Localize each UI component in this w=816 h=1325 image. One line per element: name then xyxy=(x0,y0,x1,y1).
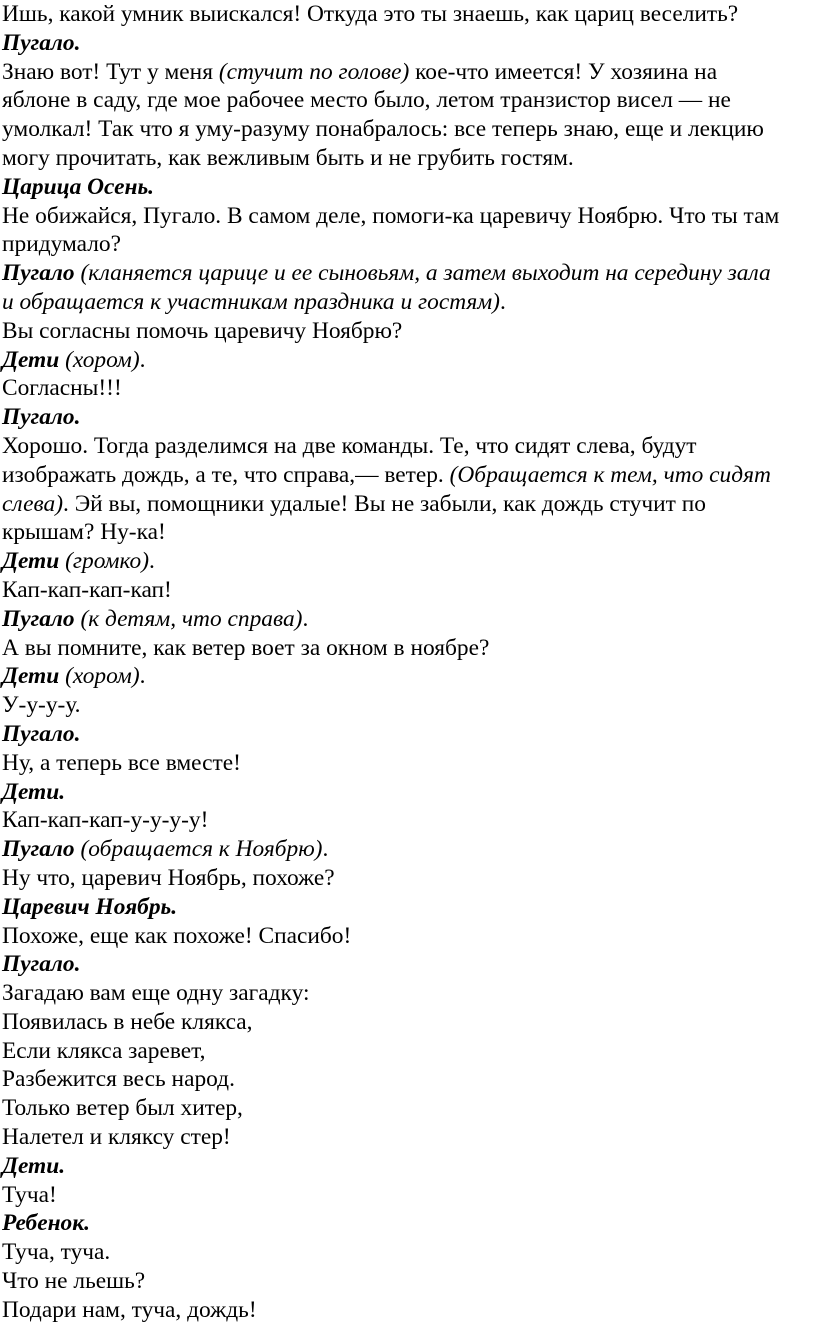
stage-direction: (громко) xyxy=(59,548,149,575)
text-line xyxy=(2,691,816,720)
dialogue-text: Налетел и кляксу стер! xyxy=(2,1124,231,1151)
text-line xyxy=(2,374,816,403)
text-line xyxy=(2,1037,816,1066)
speaker-name: Ребенок. xyxy=(2,1210,90,1237)
dialogue-text: Вы согласны помочь царевичу Ноябрю? xyxy=(2,317,403,344)
text-line xyxy=(2,576,816,605)
speaker-name: Царица Осень. xyxy=(2,173,155,200)
dialogue-text: А вы помните, как ветер воет за окном в ноябре? xyxy=(2,634,490,661)
text-line xyxy=(2,749,816,778)
speaker-name: Пугало xyxy=(2,605,75,632)
speaker-name: Дети xyxy=(2,663,60,690)
text-line xyxy=(2,950,816,979)
text-line xyxy=(2,1296,816,1325)
dialogue-text: кое-что имеется! У хозяина на xyxy=(409,58,718,85)
dialogue-text: Знаю вот! Тут у меня xyxy=(2,58,219,85)
dialogue-text: Ишь, какой умник выискался! Откуда это ты знаешь, как цариц веселить? xyxy=(2,1,739,27)
dialogue-text: Что не льешь? xyxy=(2,1268,146,1295)
text-line xyxy=(2,864,816,893)
dialogue-text: изображать дождь, а те, что справа,— ветер. xyxy=(2,461,450,488)
text-line xyxy=(2,432,816,461)
speaker-name: Царевич Ноябрь. xyxy=(2,893,178,920)
text-line xyxy=(2,1065,816,1094)
dialogue-text: Ну, а теперь все вместе! xyxy=(2,749,241,776)
dialogue-text: Только ветер был хитер, xyxy=(2,1095,243,1122)
speaker-name: Дети. xyxy=(2,778,66,805)
dialogue-text: Согласны!!! xyxy=(2,375,122,402)
text-line xyxy=(2,634,816,663)
text-line xyxy=(2,346,816,375)
dialogue-text: . xyxy=(139,663,146,690)
speaker-name: Пугало. xyxy=(2,404,81,431)
dialogue-text: Загадаю вам еще одну загадку: xyxy=(2,980,310,1007)
dialogue-text: . Эй вы, помощники удалые! Вы не забыли, как дождь стучит по xyxy=(63,490,706,517)
stage-direction: (кланяется царице и ее сыновьям, а затем выходит на середину зала xyxy=(74,260,771,287)
text-line xyxy=(2,835,816,864)
dialogue-text: Ну что, царевич Ноябрь, похоже? xyxy=(2,864,335,891)
stage-direction: (к детям, что справа) xyxy=(74,605,303,632)
speaker-name: Пугало. xyxy=(2,951,81,978)
dialogue-text: . xyxy=(149,548,155,575)
text-line xyxy=(2,1008,816,1037)
text-line xyxy=(2,461,816,490)
dialogue-text: Если клякса заревет, xyxy=(2,1037,206,1064)
stage-direction: (хором) xyxy=(59,346,140,373)
text-line xyxy=(2,115,816,144)
dialogue-text: могу прочитать, как вежливым быть и не грубить гостям. xyxy=(2,144,574,171)
text-line xyxy=(2,230,816,259)
text-line xyxy=(2,1238,816,1267)
text-line xyxy=(2,288,816,317)
speaker-name: Дети xyxy=(2,346,60,373)
stage-direction: и обращается к участникам праздника и гостям) xyxy=(2,288,500,315)
dialogue-text: придумало? xyxy=(2,231,121,258)
text-line xyxy=(2,518,816,547)
text-line xyxy=(2,86,816,115)
text-line xyxy=(2,202,816,231)
dialogue-text: Появилась в небе клякса, xyxy=(2,1008,253,1035)
stage-direction: (Обращается к тем, что сидят xyxy=(449,461,771,488)
text-line xyxy=(2,144,816,173)
text-line xyxy=(2,979,816,1008)
stage-direction: (стучит по голове) xyxy=(218,58,410,85)
dialogue-text: У-у-у-у. xyxy=(2,692,81,719)
stage-direction: слева) xyxy=(2,490,64,517)
text-line xyxy=(2,403,816,432)
text-line xyxy=(2,1181,816,1210)
text-line xyxy=(2,1209,816,1238)
text-line xyxy=(2,259,816,288)
text-line xyxy=(2,720,816,749)
text-line xyxy=(2,547,816,576)
dialogue-text: . xyxy=(139,346,146,373)
dialogue-text: Разбежится весь народ. xyxy=(2,1066,235,1093)
text-line xyxy=(2,0,816,29)
speaker-name: Пугало xyxy=(2,260,75,287)
text-line xyxy=(2,1152,816,1181)
dialogue-text: Хорошо. Тогда разделимся на две команды. Те, что сидят слева, будут xyxy=(2,432,697,459)
text-line xyxy=(2,1094,816,1123)
text-line xyxy=(2,1267,816,1296)
speaker-name: Пугало. xyxy=(2,720,81,747)
dialogue-text: Кап-кап-кап-у-у-у-у! xyxy=(2,807,209,834)
speaker-name: Пугало. xyxy=(2,29,81,56)
dialogue-text: . xyxy=(499,288,506,315)
dialogue-text: Подари нам, туча, дождь! xyxy=(2,1296,257,1323)
text-line xyxy=(2,893,816,922)
stage-direction: (хором) xyxy=(59,663,140,690)
speaker-name: Пугало xyxy=(2,836,75,863)
text-line xyxy=(2,1123,816,1152)
dialogue-text: Не обижайся, Пугало. В самом деле, помоги-ка царевичу Ноябрю. Что ты там xyxy=(2,202,780,229)
dialogue-text: Похоже, еще как похоже! Спасибо! xyxy=(2,922,352,949)
stage-direction: (обращается к Ноябрю) xyxy=(74,836,323,863)
text-line xyxy=(2,922,816,951)
dialogue-text: . xyxy=(302,605,309,632)
text-line xyxy=(2,58,816,87)
dialogue-text: яблоне в саду, где мое рабочее место было, летом транзистор висел — не xyxy=(2,87,731,114)
text-line xyxy=(2,29,816,58)
speaker-name: Дети. xyxy=(2,1152,66,1179)
text-line xyxy=(2,490,816,519)
text-line xyxy=(2,662,816,691)
dialogue-text: Туча, туча. xyxy=(2,1239,111,1266)
speaker-name: Дети xyxy=(2,548,60,575)
text-line xyxy=(2,605,816,634)
text-line xyxy=(2,806,816,835)
dialogue-text: Кап-кап-кап-кап! xyxy=(2,576,172,603)
text-line xyxy=(2,173,816,202)
dialogue-text: Туча! xyxy=(2,1181,57,1208)
text-line xyxy=(2,317,816,346)
dialogue-text: умолкал! Так что я уму-разуму понабралось: все теперь знаю, еще и лекцию xyxy=(2,116,764,143)
text-line xyxy=(2,778,816,807)
dialogue-text: крышам? Ну-ка! xyxy=(2,519,166,546)
dialogue-text: . xyxy=(322,836,329,863)
